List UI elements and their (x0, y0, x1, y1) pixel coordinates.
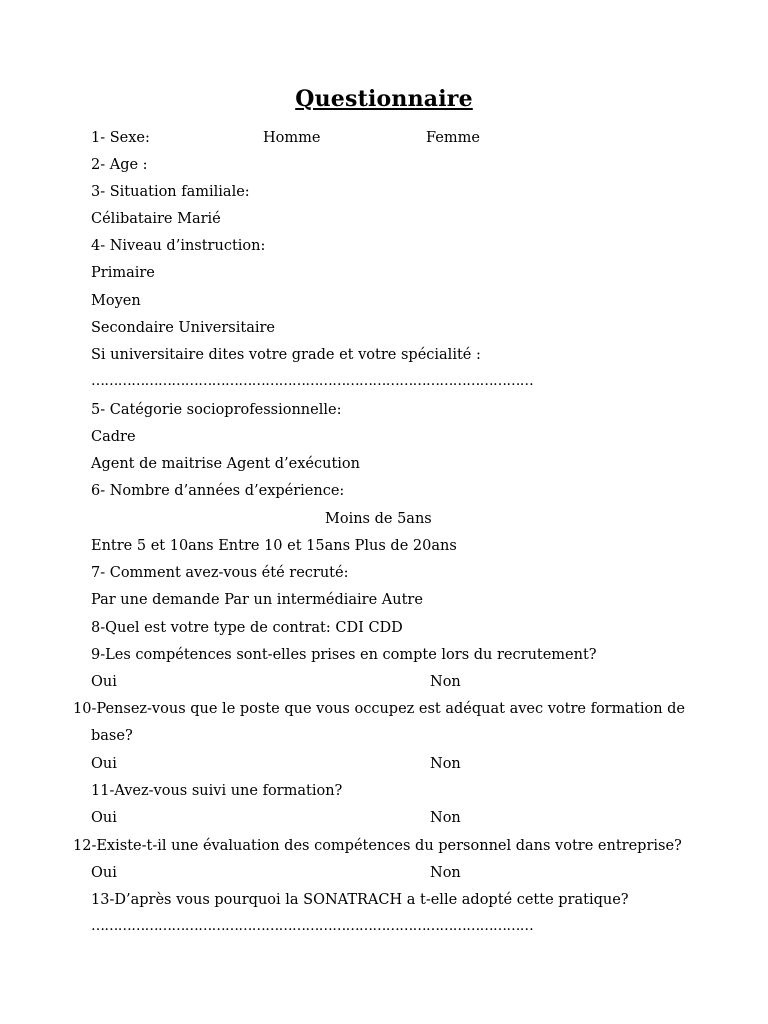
q7-options: Par une demande Par un intermédiaire Autre (91, 592, 423, 608)
q9-label: 9-Les compétences sont-elles prises en compte lors du recrutement? (91, 647, 597, 663)
q4-answer-line: ……………………………………………………………………………………… (91, 373, 534, 389)
q5-option-cadre: Cadre (91, 429, 136, 445)
q6-label: 6- Nombre d’années d’expérience: (91, 483, 345, 499)
q9-option-oui: Oui (91, 674, 117, 690)
q5-label: 5- Catégorie socioprofessionnelle: (91, 402, 342, 418)
q10-label-line1: 10-Pensez-vous que le poste que vous occupez est adéquat avec votre formation de (73, 701, 686, 717)
q4-option-secondaire-universitaire: Secondaire Universitaire (91, 320, 275, 336)
q1-option-femme: Femme (426, 130, 480, 146)
page-title: Questionnaire (295, 86, 473, 112)
q7-label: 7- Comment avez-vous été recruté: (91, 565, 349, 581)
q12-option-non: Non (430, 865, 461, 881)
q6-option-ranges: Entre 5 et 10ans Entre 10 et 15ans Plus de 20ans (91, 538, 457, 554)
q4-option-moyen: Moyen (91, 293, 141, 309)
q3-options: Célibataire Marié (91, 211, 221, 227)
q4-followup-question: Si universitaire dites votre grade et votre spécialité : (91, 347, 481, 363)
q10-label-line2: base? (91, 728, 133, 744)
q11-label: 11-Avez-vous suivi une formation? (91, 783, 343, 799)
q10-option-oui: Oui (91, 756, 117, 772)
q10-option-non: Non (430, 756, 461, 772)
q3-label: 3- Situation familiale: (91, 184, 250, 200)
q12-option-oui: Oui (91, 865, 117, 881)
q5-option-agents: Agent de maitrise Agent d’exécution (91, 456, 360, 472)
q2-label: 2- Age : (91, 157, 148, 173)
q12-label: 12-Existe-t-il une évaluation des compétences du personnel dans votre entreprise? (73, 838, 682, 854)
q9-option-non: Non (430, 674, 461, 690)
q8-label: 8-Quel est votre type de contrat: CDI CDD (91, 620, 403, 636)
q1-label: 1- Sexe: (91, 130, 150, 146)
q6-option-moins-5ans: Moins de 5ans (325, 511, 432, 527)
q13-answer-line: ……………………………………………………………………………………… (91, 918, 534, 934)
q1-option-homme: Homme (263, 130, 321, 146)
q4-option-primaire: Primaire (91, 265, 155, 281)
q4-label: 4- Niveau d’instruction: (91, 238, 266, 254)
q13-label: 13-D’après vous pourquoi la SONATRACH a t-elle adopté cette pratique? (91, 892, 629, 908)
q11-option-non: Non (430, 810, 461, 826)
q11-option-oui: Oui (91, 810, 117, 826)
